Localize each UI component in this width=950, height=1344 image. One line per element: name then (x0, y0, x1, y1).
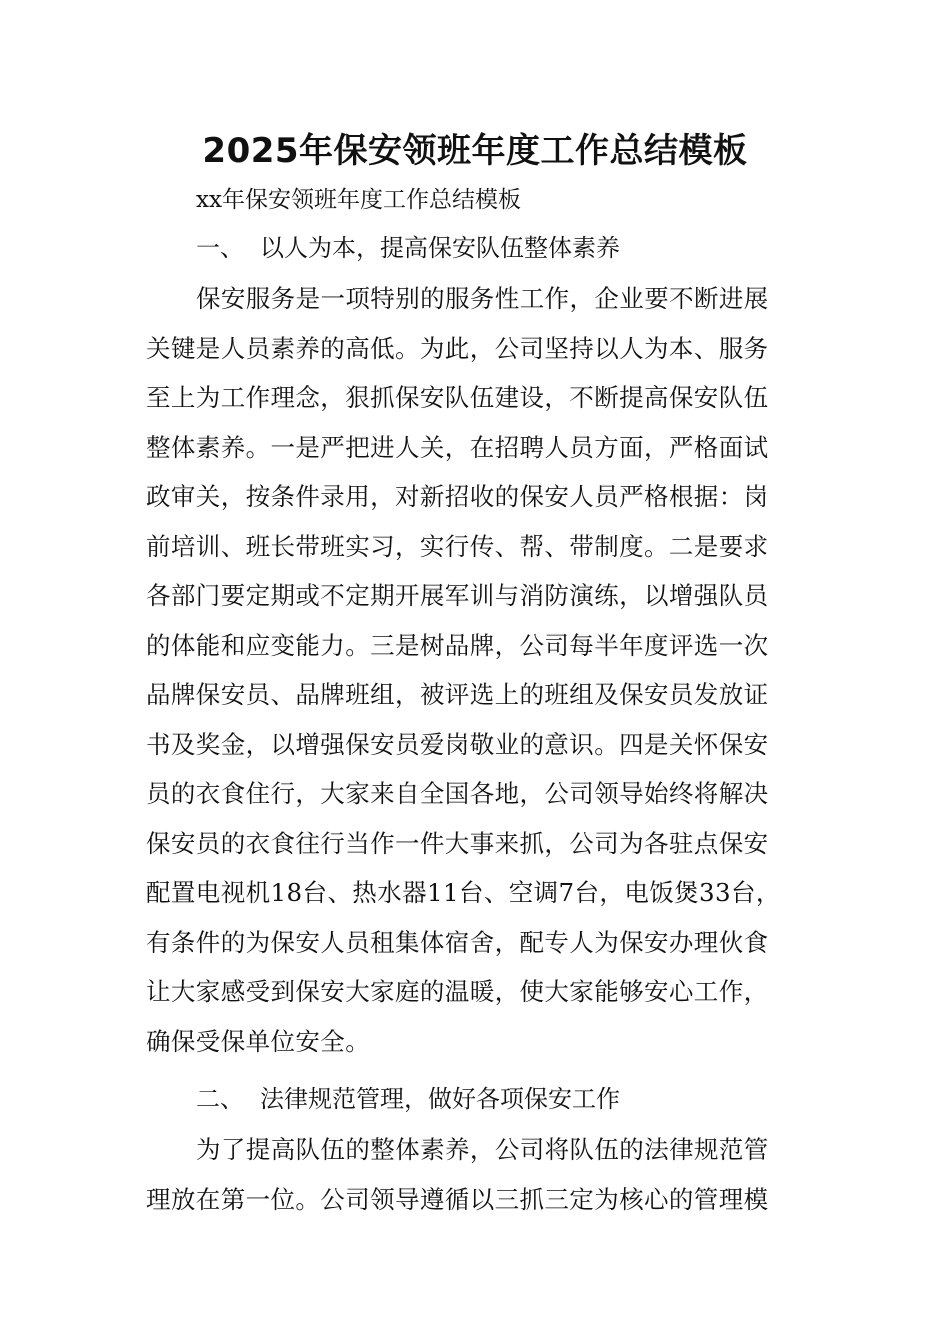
paragraph-line: 关键是人员素养的高低。为此，公司坚持以人为本、服务 (146, 333, 769, 363)
paragraph-line: 前培训、班长带班实习，实行传、帮、带制度。二是要求 (146, 531, 769, 561)
paragraph-line: 各部门要定期或不定期开展军训与消防演练，以增强队员 (146, 581, 769, 610)
paragraph-line: 配置电视机18台、热水器11台、空调7台，电饭煲33台， (146, 878, 781, 907)
paragraph-line: 员的衣食住行，大家来自全国各地，公司领导始终将解决 (146, 779, 769, 808)
paragraph-line: 理放在第一位。公司领导遵循以三抓三定为核心的管理模 (146, 1184, 769, 1214)
section-2-heading-text: 法律规范管理，做好各项保安工作 (260, 1085, 620, 1113)
document-title: 2025年保安领班年度工作总结模板 (202, 131, 748, 171)
paragraph-line: 保安服务是一项特别的服务性工作，企业要不断进展 (196, 284, 769, 313)
paragraph-line: 整体素养。一是严把进人关，在招聘人员方面，严格面试 (146, 432, 769, 462)
paragraph-line: 确保受保单位安全。 (146, 1026, 371, 1056)
paragraph-line: 政审关，按条件录用，对新招收的保安人员严格根据：岗 (146, 482, 769, 511)
section-2-number: 二、 (196, 1085, 244, 1113)
paragraph-line: 有条件的为保安人员租集体宿舍，配专人为保安办理伙食 (146, 927, 769, 957)
paragraph-line: 书及奖金，以增强保安员爱岗敬业的意识。四是关怀保安 (146, 729, 769, 759)
section-1-number: 一、 (196, 234, 244, 262)
section-1-heading (196, 229, 620, 267)
section-2-body (146, 1131, 814, 1230)
paragraph-line: 至上为工作理念，狠抓保安队伍建设，不断提高保安队伍 (146, 383, 769, 412)
paragraph-line: 保安员的衣食往行当作一件大事来抓，公司为各驻点保安 (146, 828, 769, 858)
paragraph-line: 品牌保安员、品牌班组，被评选上的班组及保安员发放证 (146, 680, 769, 709)
section-2-heading (196, 1080, 620, 1118)
paragraph-line: 让大家感受到保安大家庭的温暖，使大家能够安心工作， (146, 977, 769, 1006)
section-1-body (146, 280, 814, 1072)
section-1-heading-text: 以人为本，提高保安队伍整体素养 (260, 234, 620, 262)
paragraph-line: 为了提高队伍的整体素养，公司将队伍的法律规范管 (196, 1135, 769, 1164)
paragraph-line: 的体能和应变能力。三是树品牌，公司每半年度评选一次 (146, 630, 769, 660)
document-subtitle: xx年保安领班年度工作总结模板 (196, 187, 521, 213)
